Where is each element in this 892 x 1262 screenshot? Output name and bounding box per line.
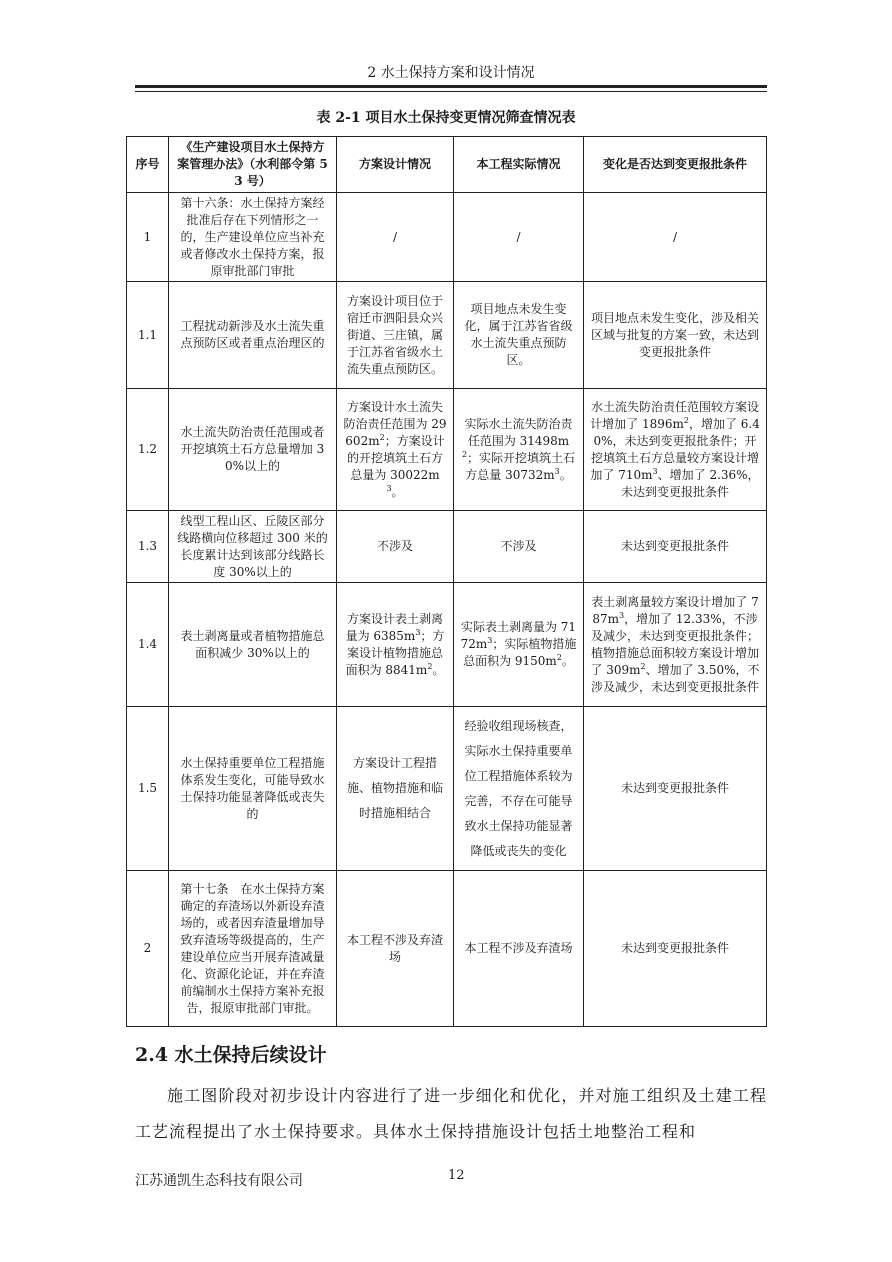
col-header-design: 方案设计情况	[337, 137, 454, 193]
row-result: /	[584, 193, 767, 282]
row-rule: 水土流失防治责任范围或者开挖填筑土石方总量增加 30%以上的	[169, 389, 337, 511]
row-no: 1.3	[127, 511, 169, 583]
row-actual: /	[454, 193, 584, 282]
table-row	[127, 583, 767, 707]
body-paragraph: 施工图阶段对初步设计内容进行了进一步细化和优化，并对施工组织及土建工程工艺流程提出了水土保持要求。具体水土保持措施设计包括土地整治工程和	[135, 1086, 767, 1141]
row-design: 本工程不涉及弃渣场	[337, 871, 454, 1027]
row-no: 1.4	[127, 583, 169, 707]
row-actual: 不涉及	[454, 511, 584, 583]
table-caption: 表 2-1 项目水土保持变更情况筛查情况表	[316, 110, 576, 126]
header-rule-thick	[135, 85, 767, 88]
table-row	[127, 511, 767, 583]
row-rule: 线型工程山区、丘陵区部分线路横向位移超过 300 米的长度累计达到该部分线路长度 30%以上的	[169, 511, 337, 583]
section-heading: 2.4 水土保持后续设计	[135, 1044, 327, 1066]
col-header-no: 序号	[127, 137, 169, 193]
col-header-result: 变化是否达到变更报批条件	[584, 137, 767, 193]
table-header-row	[127, 137, 767, 193]
row-no: 1.2	[127, 389, 169, 511]
table-row	[127, 282, 767, 389]
row-design: 方案设计水土流失防治责任范围为 $29602m^2$；方案设计的开挖填筑土石方总量为 $30022m^3$。	[337, 389, 454, 511]
col-header-rule: 《生产建设项目水土保持方案管理办法》（水利部令第 53 号）	[169, 137, 337, 193]
row-result: 项目地点未发生变化，涉及相关区域与批复的方案一致，未达到变更报批条件	[584, 282, 767, 389]
row-design: /	[337, 193, 454, 282]
page-number: 12	[448, 1168, 465, 1183]
row-rule: 工程扰动新涉及水土流失重点预防区或者重点治理区的	[169, 282, 337, 389]
row-design: 方案设计工程措施、植物措施和临时措施相结合	[337, 707, 454, 871]
row-no: 1.5	[127, 707, 169, 871]
table-row	[127, 871, 767, 1027]
row-actual: 项目地点未发生变化，属于江苏省省级水土流失重点预防区。	[454, 282, 584, 389]
row-no: 1.1	[127, 282, 169, 389]
row-rule: 第十六条：水土保持方案经批准后存在下列情形之一的，生产建设单位应当补充或者修改水土保持方案，报原审批部门审批	[169, 193, 337, 282]
row-result: 表土剥离量较方案设计增加了 $787m^3$，增加了 12.33%，不涉及减少，未达到变更报批条件；植物措施总面积较方案设计增加了 $309m^2$、增加了 3.50%，不涉及减少，未达到变更报批条件	[584, 583, 767, 707]
row-design: 方案设计项目位于宿迁市泗阳县众兴街道、三庄镇，属于江苏省省级水土流失重点预防区。	[337, 282, 454, 389]
row-design: 不涉及	[337, 511, 454, 583]
table-row	[127, 389, 767, 511]
table-row	[127, 193, 767, 282]
row-result: 水土流失防治责任范围较方案设计增加了 $1896m^2$，增加了 6.40%，未达到变更报批条件；开挖填筑土石方总量较方案设计增加了 $710m^3$、增加了 2.36%，未达到变更报批条件	[584, 389, 767, 511]
col-header-actual: 本工程实际情况	[454, 137, 584, 193]
row-actual: 本工程不涉及弃渣场	[454, 871, 584, 1027]
change-screening-table	[126, 136, 767, 1027]
footer-company: 江苏通凯生态科技有限公司	[135, 1173, 303, 1189]
row-design: 方案设计表土剥离量为 $6385m^3$；方案设计植物措施总面积为 $8841m^2$。	[337, 583, 454, 707]
row-actual: 经验收组现场核查，实际水土保持重要单位工程措施体系较为完善，不存在可能导致水土保持功能显著降低或丧失的变化	[454, 707, 584, 871]
row-no: 2	[127, 871, 169, 1027]
row-result: 未达到变更报批条件	[584, 871, 767, 1027]
row-actual: 实际水土流失防治责任范围为 $31498m^2$；实际开挖填筑土石方总量 $30732m^3$。	[454, 389, 584, 511]
row-rule: 表土剥离量或者植物措施总面积减少 30%以上的	[169, 583, 337, 707]
row-result: 未达到变更报批条件	[584, 707, 767, 871]
row-result: 未达到变更报批条件	[584, 511, 767, 583]
row-rule: 第十七条 在水土保持方案确定的弃渣场以外新设弃渣场的，或者因弃渣量增加导致弃渣场等级提高的，生产建设单位应当开展弃渣减量化、资源化论证，并在弃渣前编制水土保持方案补充报告，报原审批部门审批。	[169, 871, 337, 1027]
row-actual: 实际表土剥离量为 $7172m^3$；实际植物措施总面积为 $9150m^2$。	[454, 583, 584, 707]
table-row	[127, 707, 767, 871]
page-header: 2 水土保持方案和设计情况	[367, 65, 535, 81]
header-rule-thin	[135, 91, 767, 92]
row-no: 1	[127, 193, 169, 282]
row-rule: 水土保持重要单位工程措施体系发生变化，可能导致水土保持功能显著降低或丧失的	[169, 707, 337, 871]
